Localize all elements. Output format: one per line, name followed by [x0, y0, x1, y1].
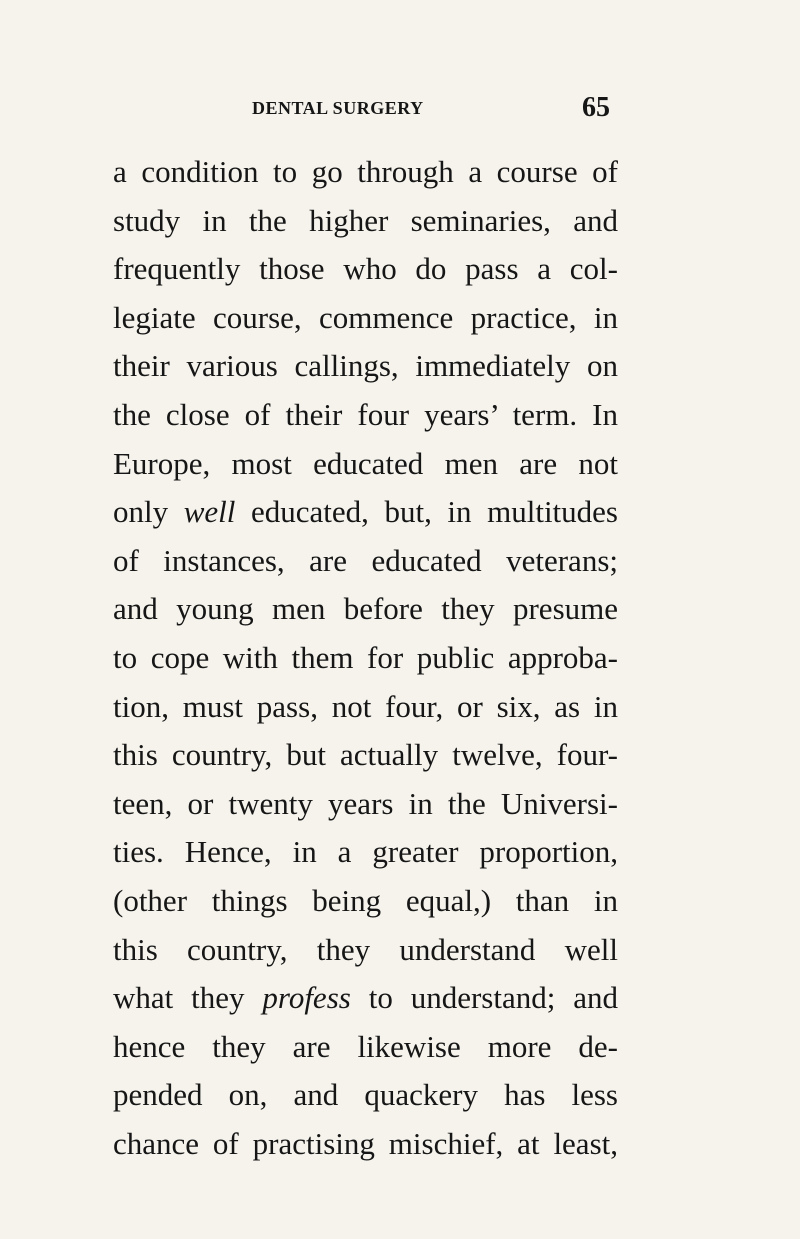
text-line [113, 537, 618, 586]
italic-text: profess [262, 980, 351, 1016]
text-line [113, 926, 618, 975]
text-segment: ties. Hence, in a greater proportion, [113, 834, 618, 870]
text-line [113, 877, 618, 926]
text-line [113, 294, 618, 343]
body-text [113, 148, 618, 1168]
page-number: 65 [582, 92, 610, 123]
text-line [113, 148, 618, 197]
text-segment: pended on, and quackery has less [113, 1077, 618, 1113]
text-segment: Europe, most educated men are not [113, 445, 618, 481]
text-segment: of instances, are educated veterans; [113, 542, 618, 578]
text-line [113, 780, 618, 829]
text-line [113, 828, 618, 877]
text-segment: this country, they understand well [113, 931, 618, 967]
text-segment: legiate course, commence practice, in [113, 299, 618, 335]
text-line [113, 634, 618, 683]
text-segment: and young men before they presume [113, 591, 618, 627]
text-line [113, 683, 618, 732]
text-segment: chance of practising mischief, at least, [113, 1125, 618, 1161]
text-segment: to understand; and [350, 980, 618, 1016]
page-header [112, 92, 610, 132]
text-line [113, 1023, 618, 1072]
text-segment: frequently those who do pass a col- [113, 251, 618, 287]
text-line [113, 391, 618, 440]
text-segment: a condition to go through a course of [113, 154, 618, 189]
text-segment: the close of their four years’ term. In [113, 396, 618, 432]
text-line [113, 731, 618, 780]
text-segment: teen, or twenty years in the Universi- [113, 785, 618, 821]
running-head: DENTAL SURGERY [252, 98, 424, 118]
italic-text: well [183, 494, 236, 530]
text-segment: this country, but actually twelve, four- [113, 737, 618, 773]
text-line [113, 245, 618, 294]
text-line [113, 1120, 618, 1169]
text-line [113, 342, 618, 391]
text-segment: their various callings, immediately on [113, 348, 618, 384]
text-line [113, 440, 618, 489]
text-segment: hence they are likewise more de- [113, 1028, 618, 1064]
text-segment: only [113, 494, 184, 530]
text-line [113, 974, 618, 1023]
text-line [113, 488, 618, 537]
text-line [113, 197, 618, 246]
text-segment: tion, must pass, not four, or six, as in [113, 688, 618, 724]
text-line [113, 1071, 618, 1120]
text-segment: (other things being equal,) than in [113, 882, 618, 918]
text-segment: study in the higher seminaries, and [113, 202, 618, 238]
text-segment: educated, but, in multitudes [235, 494, 618, 530]
text-segment: what they [113, 980, 263, 1016]
text-line [113, 585, 618, 634]
text-segment: to cope with them for public approba- [113, 639, 618, 675]
